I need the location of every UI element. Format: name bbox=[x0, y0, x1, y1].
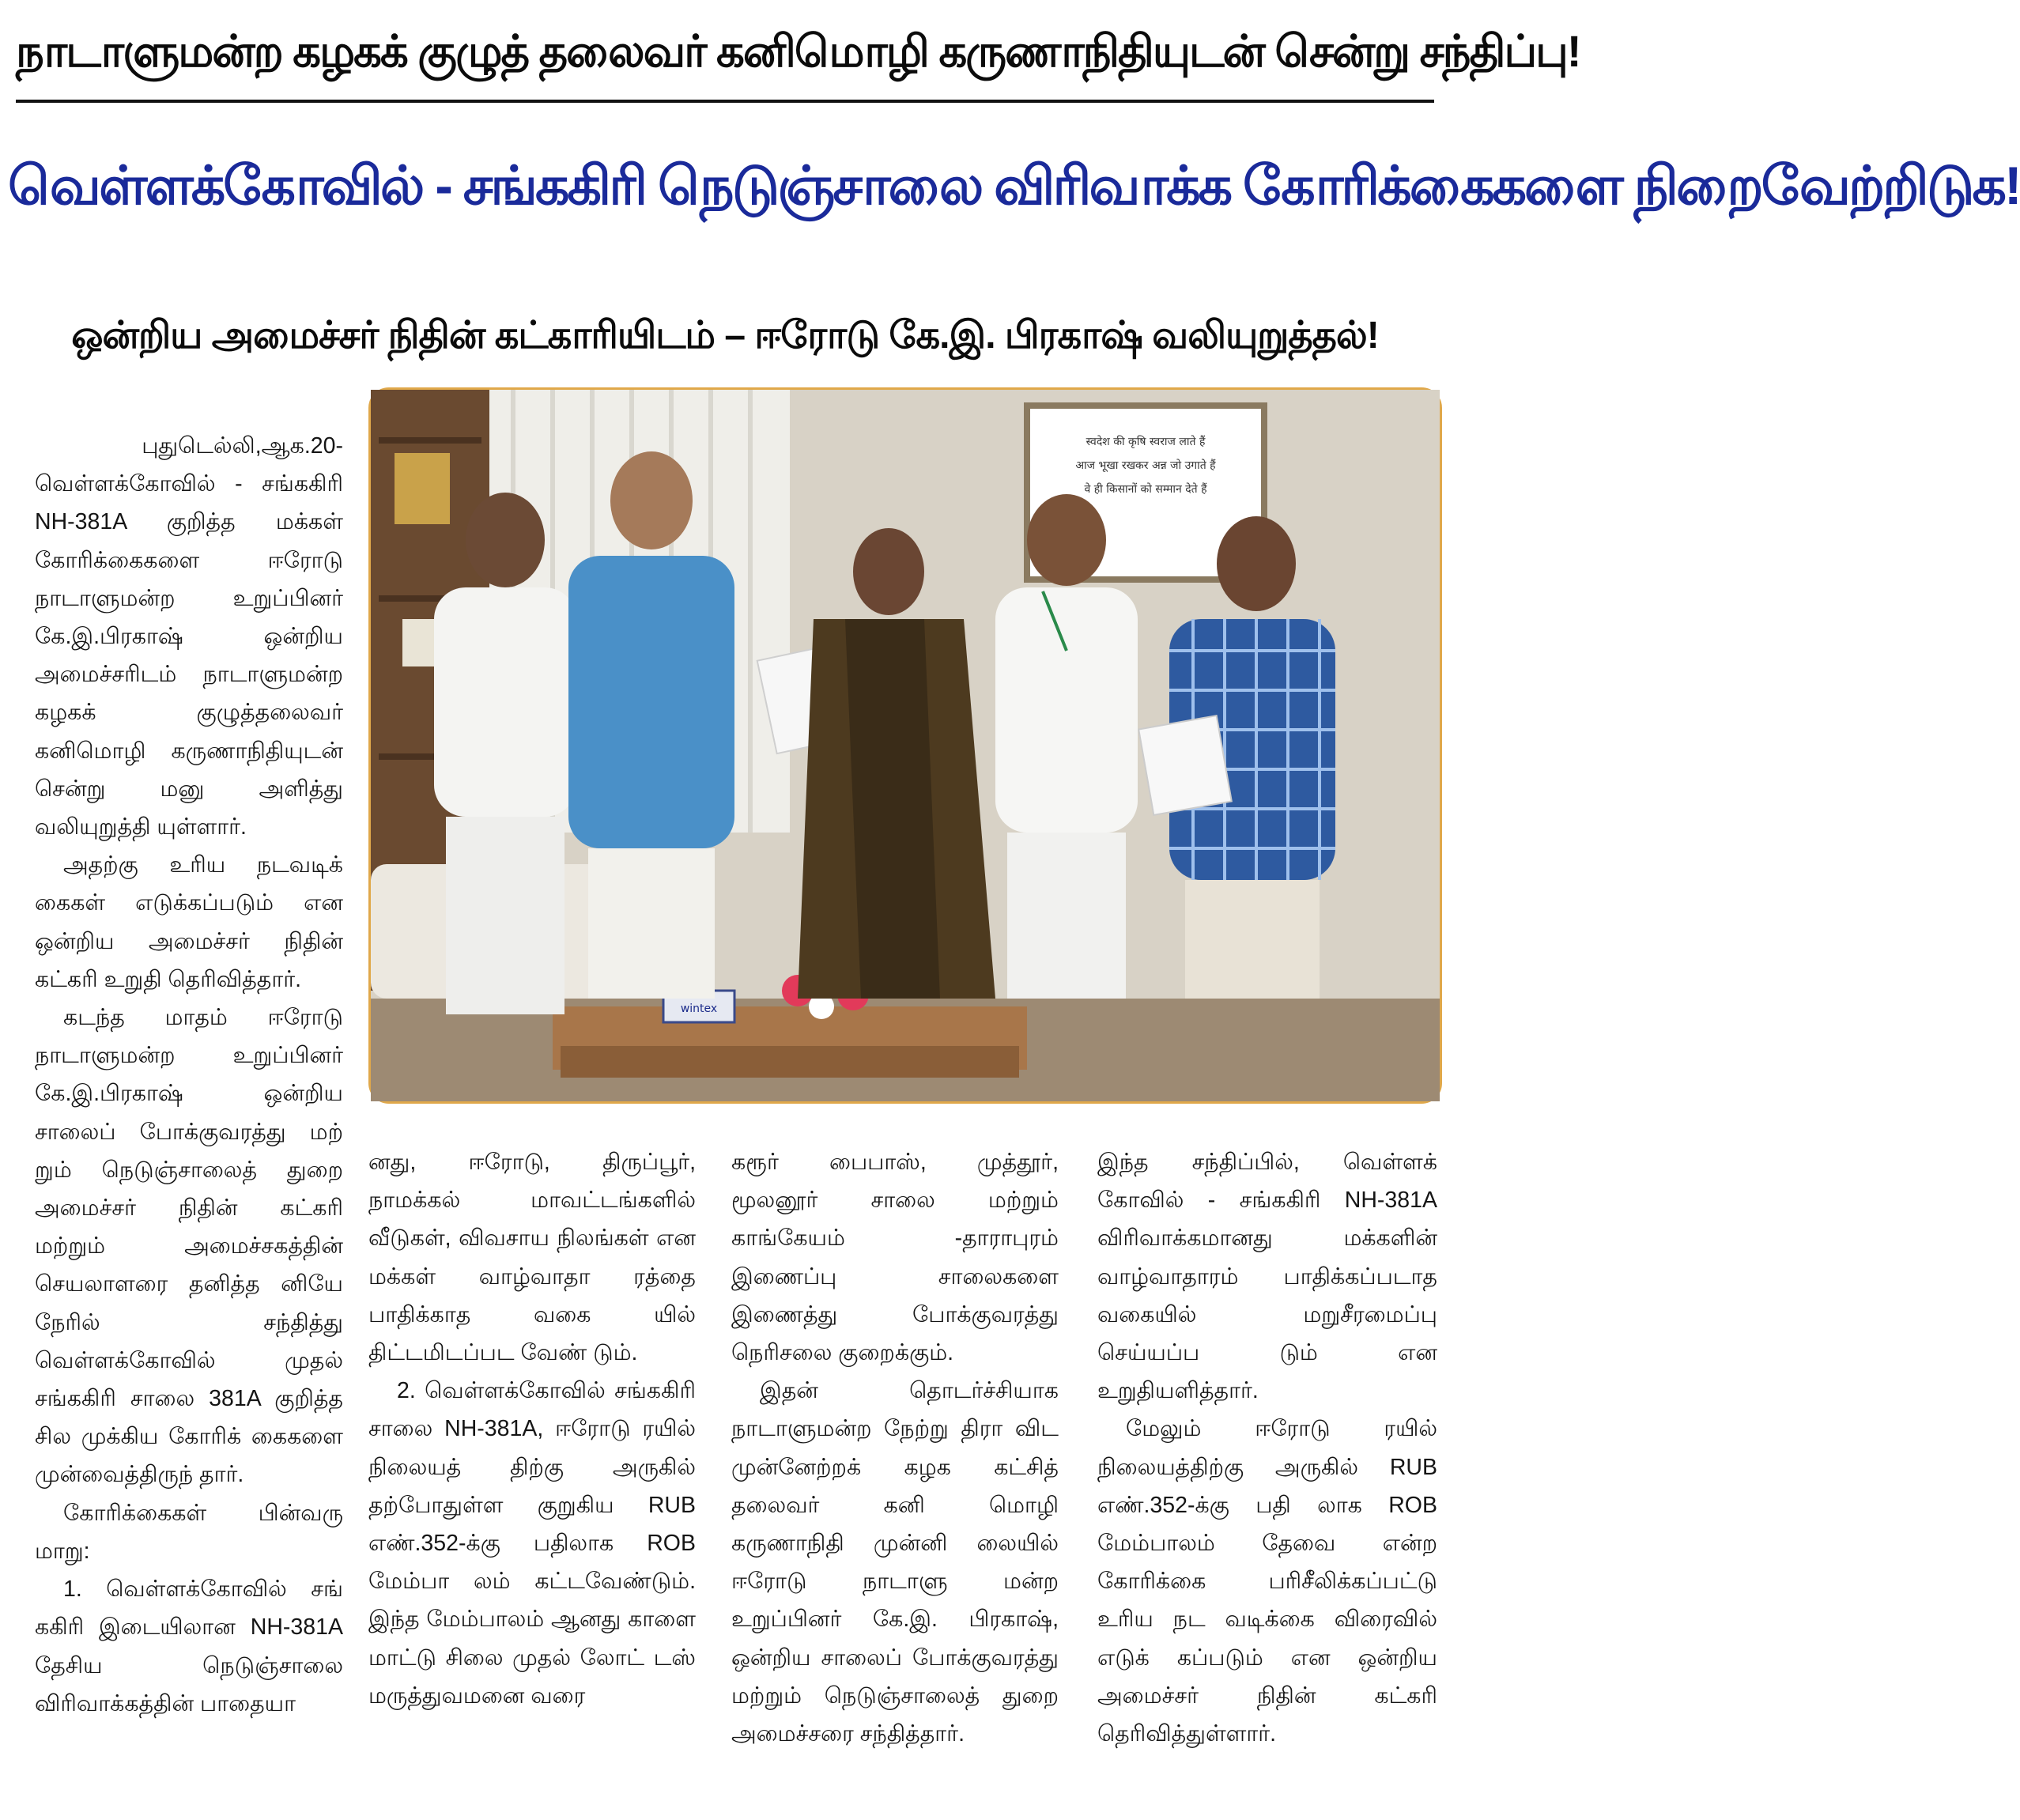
paragraph: 1. வெள்ளக்கோவில் சங் ககிரி இடையிலான NH-381A தேசிய நெடுஞ்சாலை விரிவாக்கத்தின் பாதையா bbox=[35, 1576, 343, 1716]
paragraph: வெள்ளக்கோவில் - சங்ககிரி NH-381A குறித்த மக்கள் கோரிக்கைகளை ஈரோடு நாடாளுமன்ற உறுப்பினர் கே.இ.பிரகாஷ் ஒன்றிய அமைச்சரிடம் நாடாளுமன்ற கழகக் குழுத்தலைவர் கனிமொழி கருணாநிதியுடன் சென்று மனு அளித்து வலியுறுத்தி யுள்ளார். bbox=[35, 471, 343, 840]
article-column-4 bbox=[1097, 1143, 1437, 1753]
article-column-3 bbox=[731, 1143, 1059, 1753]
headline-main: வெள்ளக்கோவில் - சங்ககிரி நெடுஞ்சாலை விரிவாக்க கோரிக்கைகளை நிறைவேற்றிடுக! bbox=[8, 156, 2020, 216]
paragraph: இதன் தொடர்ச்சியாக நாடாளுமன்ற நேற்று திரா விட முன்னேற்றக் கழக கட்சித் தலைவர் கனி மொழி கருணாநிதி முன்னி லையில் ஈரோடு நாடாளு மன்ற உறுப்பினர் கே.இ. பிரகாஷ், ஒன்றிய சாலைப் போக்குவரத்து மற்றும் நெடுஞ்சாலைத் துறை அமைச்சரை சந்தித்தார். bbox=[731, 1378, 1059, 1747]
paragraph: கோரிக்கைகள் பின்வரு மாறு: bbox=[35, 1500, 343, 1564]
photo-illustration bbox=[371, 390, 1440, 1101]
paragraph: இந்த சந்திப்பில், வெள்ளக் கோவில் - சங்ககிரி NH-381A விரிவாக்கமானது மக்களின் வாழ்வாதாரம் பாதிக்கப்படாத வகையில் மறுசீரமைப்பு செய்யப்ப டும் என உறுதியளித்தார். bbox=[1097, 1150, 1437, 1404]
headline-top: நாடாளுமன்ற கழகக் குழுத் தலைவர் கனிமொழி கருணாநிதியுடன் சென்று சந்திப்பு! bbox=[16, 26, 1580, 76]
wall-frame-line: आज भूखा रखकर अन्न जो उगाते हैं bbox=[1075, 459, 1216, 472]
headline-sub: ஒன்றிய அமைச்சர் நிதின் கட்காரியிடம் – ஈரோடு கே.இ. பிரகாஷ் வலியுறுத்தல்! bbox=[71, 315, 1379, 357]
article-column-2 bbox=[368, 1143, 696, 1715]
paragraph: கடந்த மாதம் ஈரோடு நாடாளுமன்ற உறுப்பினர் கே.இ.பிரகாஷ் ஒன்றிய சாலைப் போக்குவரத்து மற் றும் நெடுஞ்சாலைத் துறை அமைச்சர் நிதின் கட்கரி மற்றும் அமைச்சகத்தின் செயலாளரை தனித்த னியே நேரில் சந்தித்து வெள்ளக்கோவில் முதல் சங்ககிரி சாலை 381A குறித்த சில முக்கிய கோரிக் கைகளை முன்வைத்திருந் தார். bbox=[35, 1005, 343, 1488]
wall-frame-line: वे ही किसानों को सम्मान देते हैं bbox=[1084, 483, 1207, 496]
article-column-1 bbox=[35, 427, 343, 1723]
paragraph: மேலும் ஈரோடு ரயில் நிலையத்திற்கு அருகில் RUB எண்.352-க்கு பதி லாக ROB மேம்பாலம் தேவை என்ற கோரிக்கை பரிசீலிக்கப்பட்டு உரிய நட வடிக்கை விரைவில் எடுக் கப்படும் என ஒன்றிய அமைச்சர் நிதின் கட்கரி தெரிவித்துள்ளார். bbox=[1097, 1416, 1437, 1747]
tissue-box-label: wintex bbox=[680, 1003, 718, 1015]
paragraph: அதற்கு உரிய நடவடிக் கைகள் எடுக்கப்படும் என ஒன்றிய அமைச்சர் நிதின் கட்கரி உறுதி தெரிவித்தார். bbox=[35, 852, 343, 992]
paragraph: னது, ஈரோடு, திருப்பூர், நாமக்கல் மாவட்டங்களில் வீடுகள், விவசாய நிலங்கள் என மக்கள் வாழ்வாதா ரத்தை பாதிக்காத வகை யில் திட்டமிடப்பட வேண் டும். bbox=[368, 1150, 696, 1366]
paragraph: கரூர் பைபாஸ், முத்தூர், மூலனூர் சாலை மற்றும் காங்கேயம் -தாராபுரம் இணைப்பு சாலைகளை இணைத்து போக்குவரத்து நெரிசலை குறைக்கும். bbox=[731, 1150, 1059, 1366]
paragraph: 2. வெள்ளக்கோவில் சங்ககிரி சாலை NH-381A, ஈரோடு ரயில் நிலையத் திற்கு அருகில் தற்போதுள்ள குறுகிய RUB எண்.352-க்கு பதிலாக ROB மேம்பா லம் கட்டவேண்டும். இந்த மேம்பாலம் ஆனது காளை மாட்டு சிலை முதல் லோட் டஸ் மருத்துவமனை வரை bbox=[368, 1378, 696, 1709]
dateline: புதுடெல்லி,ஆக.20- bbox=[142, 433, 343, 459]
headline-divider bbox=[16, 100, 1434, 103]
wall-frame-line: स्वदेश की कृषि स्वराज लाते हैं bbox=[1086, 436, 1206, 448]
news-photo bbox=[368, 387, 1442, 1104]
